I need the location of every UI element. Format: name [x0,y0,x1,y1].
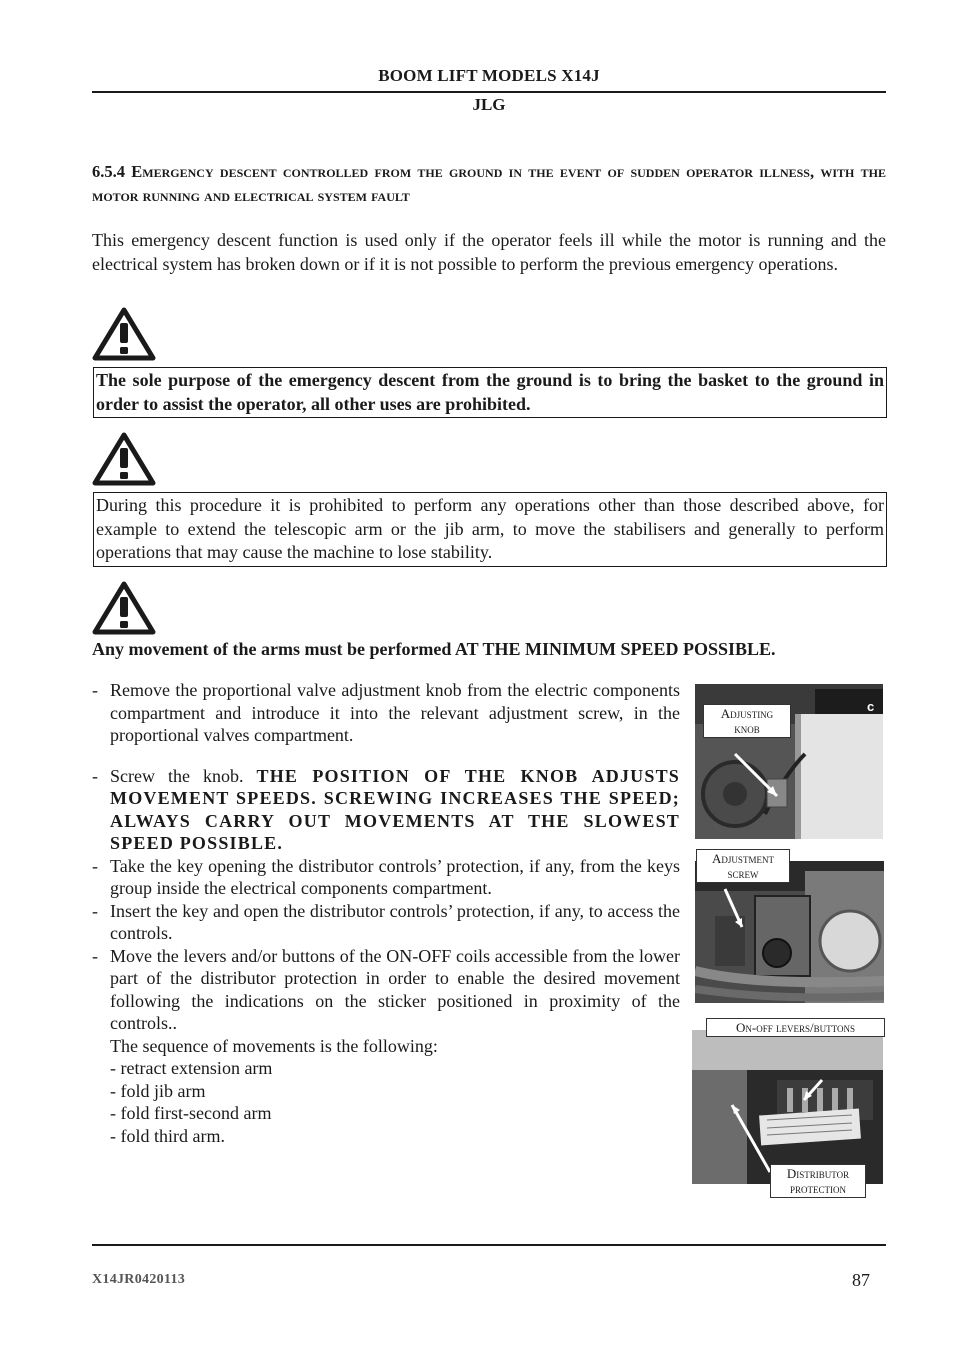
step-dash: - [92,680,98,700]
step-text: Move the levers and/or buttons of the ON-OFF coils accessible from the lower part of the distributor protection in order to enable the desired movement following the indications on the sticker positioned in proximity of the controls.. [110,945,680,1033]
step-item [92,765,680,855]
step-text: Take the key opening the distributor controls’ protection, if any, from the keys group inside the electrical components compartment. [110,855,680,898]
warning-minimum-speed: Any movement of the arms must be performed AT THE MINIMUM SPEED POSSIBLE. [92,639,776,659]
page-number: 87 [852,1270,870,1290]
header-divider [92,91,886,93]
step-text: Remove the proportional valve adjustment knob from the electric components compartment and introduce it into the relevant adjustment screw, in the proportional valves compartment. [110,680,680,745]
step-dash: - [92,765,98,786]
step-text: Screw the knob. [110,765,244,786]
callout-line: knob [734,721,760,736]
document-code: X14JR0420113 [92,1272,186,1287]
warning-triangle-icon [92,581,156,635]
step-item [92,900,680,945]
sequence-item: - fold third arm. [110,1125,225,1146]
step-bold-text: THE POSITION OF THE KNOB ADJUSTS MOVEMENT SPEEDS. SCREWING INCREASES THE SPEED; ALWAYS CARRY OUT MOVEMENTS AT THE SLOWEST SPEED POSSIBLE. [110,765,680,853]
onoff-levers-callout: On-off levers/buttons [706,1018,885,1037]
distributor-protection-callout [770,1164,866,1198]
sequence-item: - retract extension arm [110,1058,273,1078]
warning-triangle-icon [92,432,156,486]
sequence-item: - fold jib arm [110,1080,206,1101]
callout-line: Adjustment [712,851,774,866]
svg-text:c: c [867,699,875,714]
callout-line: screw [727,866,759,881]
callout-line: protection [790,1181,846,1196]
callout-line: Distributor [786,1166,850,1181]
step-dash: - [92,900,98,921]
step-dash: - [92,855,98,876]
warning-box-prohibited-operations: During this procedure it is prohibited to perform any operations other than those described above, for example to extend the telescopic arm or the jib arm, to move the stabilisers and generally to perform operations that may cause the machine to lose stability. [93,492,887,567]
warning-box-sole-purpose: The sole purpose of the emergency descent from the ground is to bring the basket to the ground in order to assist the operator, all other uses are prohibited. [93,367,887,418]
adjusting-knob-callout [703,704,791,738]
procedure-steps [92,679,680,1147]
document-title: BOOM LIFT MODELS X14J [378,66,600,85]
step-item [92,679,680,747]
step-item [92,945,680,1148]
intro-paragraph: This emergency descent function is used only if the operator feels ill while the motor is running and the electrical system has broken down or if it is not possible to perform the previous emergency operations. [92,230,886,274]
section-number: 6.5.4 [92,162,125,181]
sequence-intro: The sequence of movements is the following: [110,1035,438,1056]
step-item [92,855,680,900]
distributor-photo [692,1030,883,1184]
section-heading [92,160,886,208]
step-dash: - [92,945,98,966]
document-brand: JLG [472,95,506,114]
section-title: Emergency descent controlled from the ground in the event of sudden operator illness, with the motor running and electrical system fault [92,162,886,205]
sequence-item: - fold first-second arm [110,1103,272,1123]
step-text: Insert the key and open the distributor controls’ protection, if any, to access the controls. [110,900,680,943]
footer-divider [92,1244,886,1246]
warning-triangle-icon [92,307,156,361]
adjustment-screw-callout [696,849,790,883]
callout-line: Adjusting [720,706,774,721]
